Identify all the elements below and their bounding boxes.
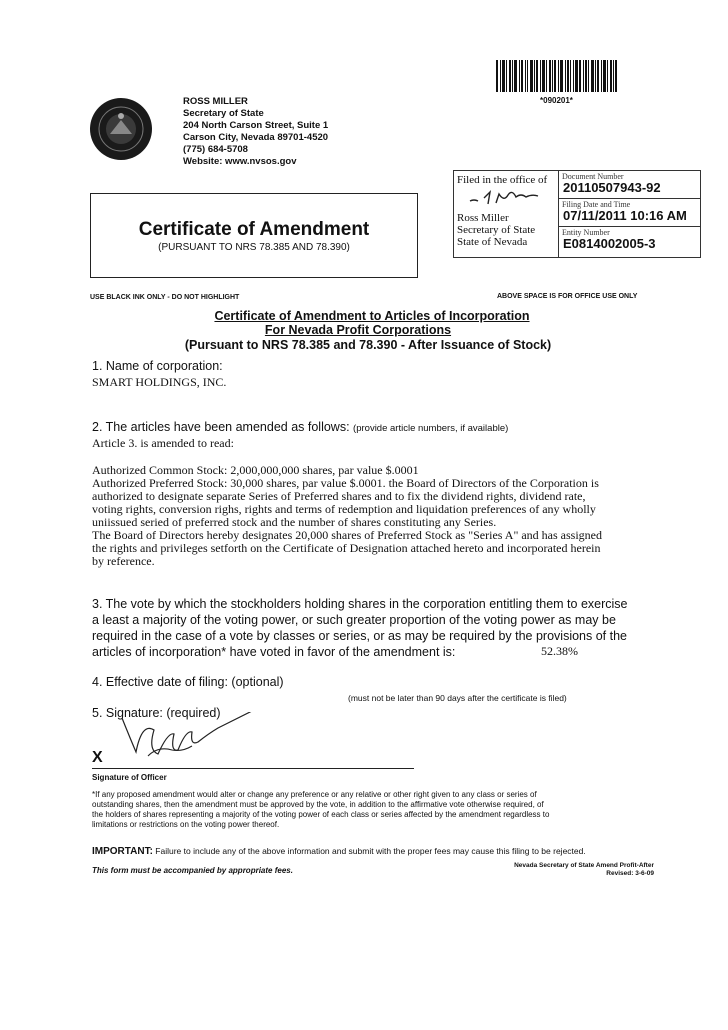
form-subheading: For Nevada Profit Corporations [264, 323, 452, 337]
filed-role: Secretary of State [457, 224, 536, 236]
footnote-line: *If any proposed amendment would alter or change any preference or any relative or other right given to any class or series of [92, 790, 537, 799]
fees-note: This form must be accompanied by appropriate fees. [92, 866, 293, 875]
section-2-intro: Article 3. is amended to read: [92, 436, 234, 450]
form-statute: (Pursuant to NRS 78.385 and 78.390 - After Issuance of Stock) [184, 338, 552, 352]
filed-name: Ross Miller [457, 212, 509, 224]
document-number-cell [559, 171, 700, 199]
section-3-line: 3. The vote by which the stockholders holding shares in the corporation entitling them to exercise [92, 597, 628, 611]
important-notice [92, 846, 586, 857]
footnote [92, 790, 549, 830]
filed-in-label: Filed in the office of [457, 174, 548, 186]
office-use-note: ABOVE SPACE IS FOR OFFICE USE ONLY [497, 293, 638, 300]
filing-stamp-box [453, 170, 701, 258]
certificate-title-box [90, 193, 418, 278]
document-number: 20110507943-92 [563, 180, 661, 195]
form-footer [470, 862, 654, 878]
section-4-hint: (must not be later than 90 days after the certificate is filed) [348, 693, 567, 703]
section-2-title: 2. The articles have been amended as follows: [92, 420, 350, 434]
filing-datetime-label: Filing Date and Time [562, 200, 631, 209]
office-website[interactable]: Website: www.nvsos.gov [183, 156, 297, 167]
section-5-label: 5. Signature: (required) [92, 706, 221, 720]
important-label: IMPORTANT: [92, 846, 153, 857]
form-heading: Certificate of Amendment to Articles of Incorporation [214, 309, 530, 323]
section-3-line: required in the case of a vote by classes or series, or as may be required by the provisions of the [92, 629, 627, 643]
amendment-line: the rights and privileges setforth on the Certificate of Designation attached hereto and incorporated herein [92, 541, 601, 555]
section-2-hint: (provide article numbers, if available) [353, 423, 509, 434]
section-2-label [92, 420, 508, 434]
officer-signature-icon [118, 712, 318, 772]
filed-office-cell [454, 171, 559, 257]
entity-number-cell [559, 227, 700, 256]
document-number-label: Document Number [562, 172, 624, 181]
barcode [496, 60, 660, 92]
certificate-title: Certificate of Amendment [138, 219, 370, 240]
form-revised: Revised: 3-6-09 [606, 870, 654, 877]
amendment-text [92, 464, 602, 568]
section-3-line: articles of incorporation* have voted in favor of the amendment is: [92, 645, 456, 659]
amendment-line: Authorized Preferred Stock: 30,000 shares, par value $.0001. the Board of Directors of the Corporation is [92, 476, 599, 490]
section-4-label: 4. Effective date of filing: (optional) [92, 675, 284, 689]
office-street: 204 North Carson Street, Suite 1 [183, 120, 329, 131]
signature-line [92, 767, 414, 769]
entity-number-label: Entity Number [562, 228, 610, 237]
amendment-line: The Board of Directors hereby designates 20,000 shares of Preferred Stock as "Series A" and has assigned [92, 528, 602, 542]
ink-note: USE BLACK INK ONLY - DO NOT HIGHLIGHT [90, 294, 240, 301]
amendment-line: voting rights, conversion righs, rights and terms of redemption and liquidation preferences of any wholly [92, 502, 596, 516]
footnote-line: the holders of shares representing a majority of the voting power of each class or series affected by the amendment regardless to [92, 810, 550, 819]
signature-x-mark: X [92, 749, 103, 766]
secretary-signature-icon [466, 189, 552, 207]
filed-state: State of Nevada [457, 236, 528, 248]
form-name: Nevada Secretary of State Amend Profit-After [514, 862, 654, 869]
footnote-line: outstanding shares, then the amendment must be approved by the vote, in addition to the affirmative vote otherwise required, of [92, 800, 544, 809]
certificate-subtitle: (PURSUANT TO NRS 78.385 AND 78.390) [158, 242, 350, 253]
section-1-label: 1. Name of corporation: [92, 359, 223, 373]
amendment-line: uniissued seried of preferred stock and the number of shares constituting any Series. [92, 515, 497, 529]
office-title: Secretary of State [183, 108, 264, 119]
filing-datetime-cell [559, 199, 700, 227]
amendment-line: authorized to designate separate Series of Preferred shares and to fix the dividend rights, dividend rate, [92, 489, 586, 503]
office-address [183, 96, 328, 168]
vote-percentage: 52.38% [541, 644, 578, 658]
filed-details [559, 171, 700, 257]
filing-datetime: 07/11/2011 10:16 AM [563, 208, 687, 223]
state-seal-icon [90, 98, 152, 160]
office-city: Carson City, Nevada 89701-4520 [183, 132, 329, 143]
section-3-line: a least a majority of the voting power, or such greater proportion of the voting power as may be [92, 613, 616, 627]
signature-caption: Signature of Officer [92, 773, 167, 782]
footnote-line: limitations or restrictions on the voting power thereof. [92, 820, 280, 829]
corporation-name: SMART HOLDINGS, INC. [92, 375, 227, 389]
important-text: Failure to include any of the above information and submit with the proper fees may cause this filing to be rejected. [155, 846, 586, 856]
office-name: ROSS MILLER [183, 96, 248, 107]
entity-number: E0814002005-3 [563, 236, 656, 251]
barcode-number: *090201* [540, 96, 573, 105]
amendment-line: by reference. [92, 554, 155, 568]
amendment-line: Authorized Common Stock: 2,000,000,000 shares, par value $.0001 [92, 463, 419, 477]
office-phone: (775) 684-5708 [183, 144, 248, 155]
